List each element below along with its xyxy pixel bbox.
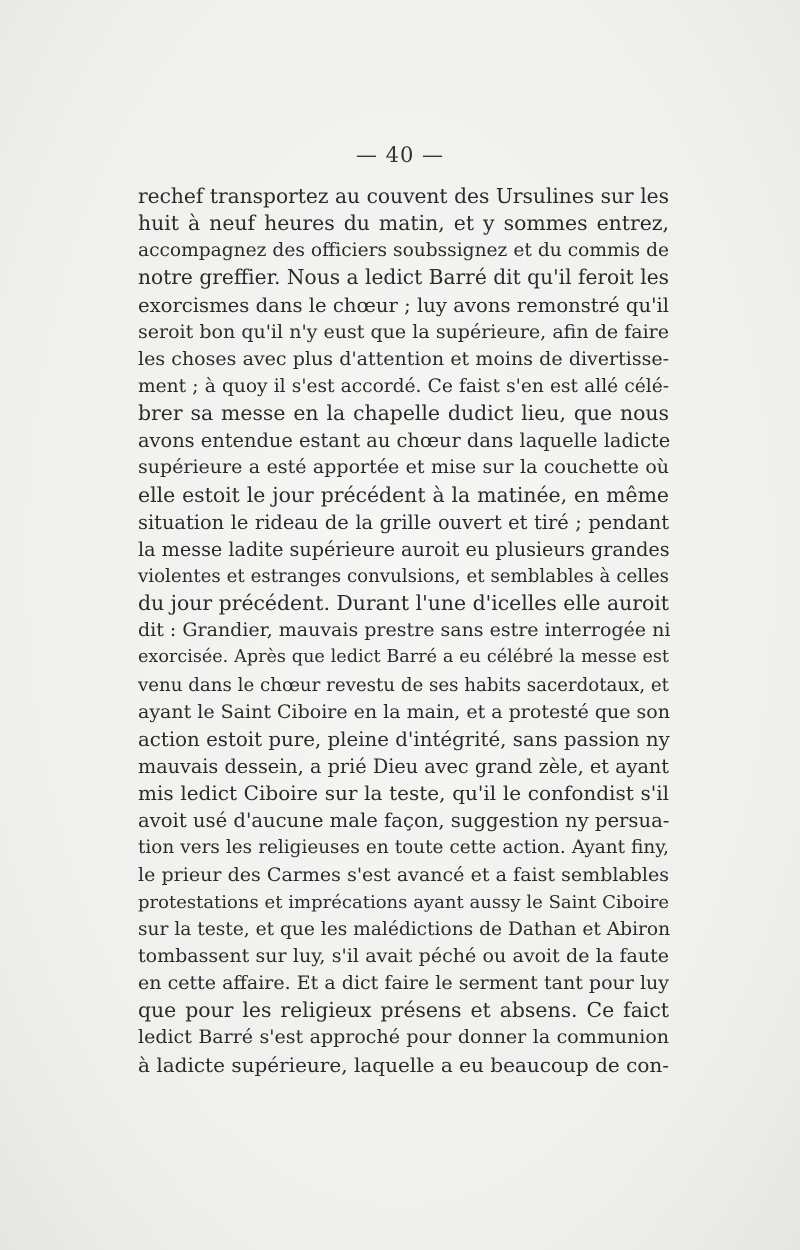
- text-line: supérieure a esté apportée et mise sur la couchette où: [138, 456, 669, 479]
- text-line: exorcisée. Après que ledict Barré a eu célébré la messe est: [138, 647, 669, 668]
- text-line: mis ledict Ciboire sur la teste, qu'il le confondist s'il: [138, 781, 669, 806]
- text-line: que pour les religieux présens et absens. Ce faict: [138, 998, 669, 1023]
- text-line: dit : Grandier, mauvais prestre sans estre interrogée ni: [138, 619, 671, 642]
- text-line: avoit usé d'aucune male façon, suggestion ny persua-: [138, 809, 670, 833]
- text-line: situation le rideau de la grille ouvert et tiré ; pendant: [138, 510, 669, 534]
- text-line: tion vers les religieuses en toute cette action. Ayant finy,: [138, 837, 669, 859]
- text-line: en cette affaire. Et a dict faire le serment tant pour luy: [138, 972, 669, 995]
- text-line: elle estoit le jour précédent à la matinée, en même: [138, 482, 669, 507]
- text-line: exorcismes dans le chœur ; luy avons remonstré qu'il: [138, 293, 669, 317]
- text-line: avons entendue estant au chœur dans laquelle ladicte: [138, 429, 671, 453]
- text-line: à ladicte supérieure, laquelle a eu beaucoup de con-: [138, 1052, 669, 1077]
- text-line: sur la teste, et que les malédictions de Dathan et Abiron: [138, 918, 671, 940]
- text-line: les choses avec plus d'attention et moins de divertisse-: [138, 347, 669, 370]
- text-line: tombassent sur luy, s'il avait péché ou avoit de la faute: [138, 944, 669, 967]
- page-number: — 40 —: [355, 143, 445, 167]
- text-line: ment ; à quoy il s'est accordé. Ce faist s'en est allé célé-: [138, 375, 669, 397]
- text-line: protestations et imprécations ayant aussy le Saint Ciboire: [138, 891, 669, 913]
- text-line: notre greffier. Nous a ledict Barré dit qu'il feroit les: [138, 265, 669, 290]
- text-line: huit à neuf heures du matin, et y sommes entrez,: [138, 211, 669, 236]
- text-line: venu dans le chœur revestu de ses habits sacerdotaux, et: [138, 674, 669, 696]
- text-line: action estoit pure, pleine d'intégrité, sans passion ny: [138, 727, 670, 751]
- text-line: violentes et estranges convulsions, et semblables à celles: [138, 565, 669, 587]
- text-line: accompagnez des officiers soubssignez et du commis de: [138, 240, 669, 262]
- text-line: seroit bon qu'il n'y eust que la supérieure, afin de faire: [138, 320, 669, 343]
- text-line: la messe ladite supérieure auroit eu plusieurs grandes: [138, 537, 670, 561]
- text-line: le prieur des Carmes s'est avancé et a faist semblables: [138, 863, 669, 886]
- text-line: mauvais dessein, a prié Dieu avec grand zèle, et ayant: [138, 754, 669, 778]
- text-line: ledict Barré s'est approché pour donner la communion: [138, 1026, 669, 1049]
- text-line: rechef transportez au couvent des Ursulines sur les: [138, 184, 669, 208]
- text-line: brer sa messe en la chapelle dudict lieu, que nous: [138, 401, 669, 426]
- text-line: du jour précédent. Durant l'une d'icelles elle auroit: [138, 591, 669, 616]
- body-text: [138, 183, 669, 1079]
- text-line: ayant le Saint Ciboire en la main, et a protesté que son: [138, 700, 670, 723]
